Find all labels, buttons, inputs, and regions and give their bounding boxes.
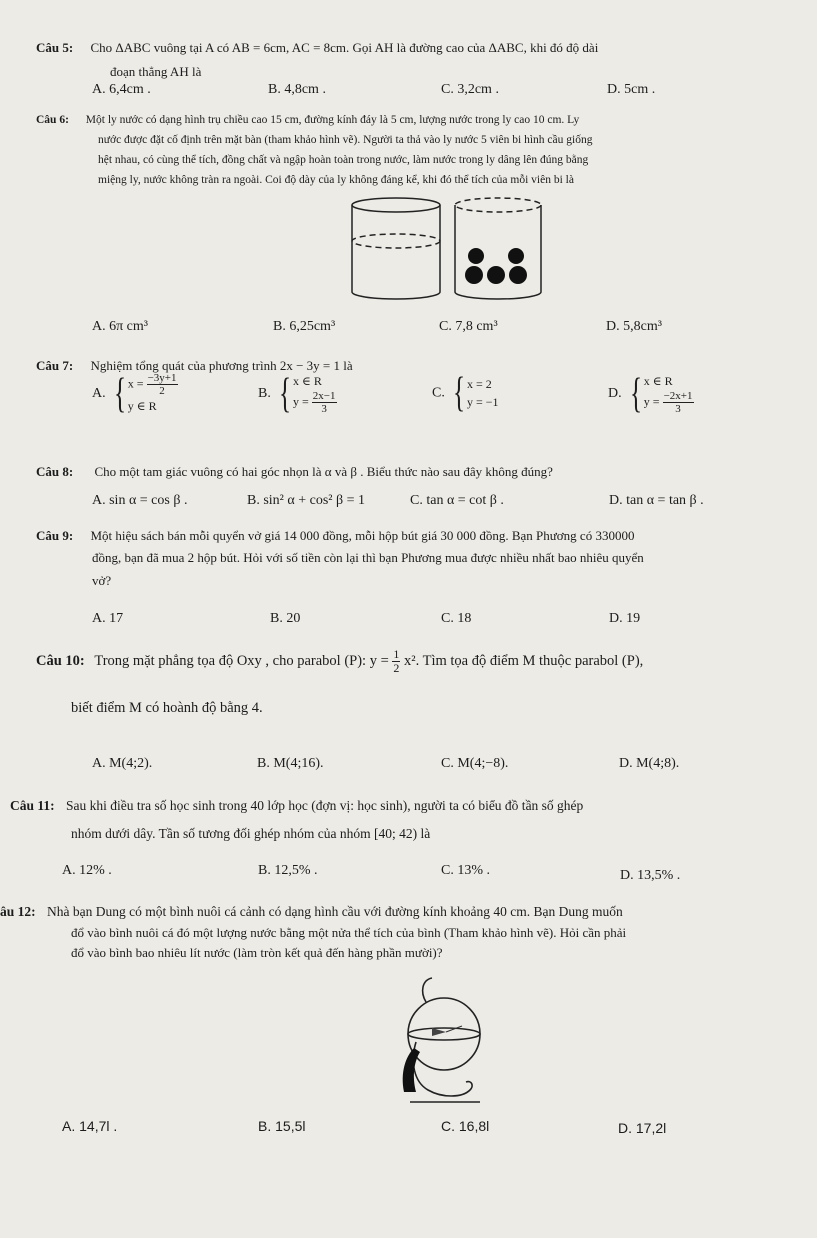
q8-option-b: B. sin² α + cos² β = 1 (247, 493, 365, 508)
q12-option-b: B. 15,5l (258, 1118, 306, 1134)
q9-text-line2: đồng, bạn đã mua 2 hộp bút. Hỏi với số tiền còn lại thì bạn Phương mua được nhiều nhất bao nhiêu quyển (92, 550, 644, 565)
q6-option-b: B. 6,25cm³ (273, 319, 336, 334)
q5-option-b: B. 4,8cm . (268, 82, 326, 97)
ball-1 (468, 248, 484, 264)
q10-line1 (36, 648, 643, 675)
q5-text: Cho ΔABC vuông tại A có AB = 6cm, AC = 8cm. Gọi AH là đường cao của ΔABC, khi đó độ dài (90, 40, 599, 55)
q8-text: Cho một tam giác vuông có hai góc nhọn là α và β . Biểu thức nào sau đây không đúng? (94, 464, 553, 479)
q5-text-line2: đoạn thẳng AH là (110, 64, 202, 79)
q11-text-line2: nhóm dưới dây. Tần số tương đối ghép nhóm của nhóm [40; 42) là (71, 826, 431, 841)
q11-text-line1: Sau khi điều tra số học sinh trong 40 lớp học (đợn vị: học sinh), người ta có biểu đồ tần số ghép (66, 798, 584, 813)
q12-text-line3: đổ vào bình bao nhiêu lít nước (làm tròn kết quả đến hàng phần mười)? (71, 945, 443, 960)
q9-text-line3: vở? (92, 573, 112, 588)
q7-option-c: C. { x = 2 y = −1 (432, 370, 499, 416)
cylinder-1-top (352, 198, 440, 212)
q11-line1 (10, 798, 583, 814)
q11-option-a: A. 12% . (62, 863, 112, 878)
q12-line1 (0, 904, 623, 920)
q11-option-c: C. 13% . (441, 863, 490, 878)
ball-4 (487, 266, 505, 284)
q12-text-line1: Nhà bạn Dung có một bình nuôi cá cảnh có dạng hình cầu với đường kính khoảng 40 cm. Bạn Dung muốn (47, 904, 623, 919)
fishbowl-sphere (408, 998, 480, 1070)
q12-option-a: A. 14,7l . (62, 1118, 118, 1134)
q10-text-a: Trong mặt phẳng tọa độ Oxy , cho parabol (P): y = (94, 652, 389, 669)
q6-label: Câu 6: (36, 114, 69, 126)
q8-option-c: C. tan α = cot β . (410, 493, 504, 508)
q7-label: Câu 7: (36, 358, 74, 373)
q10-label: Câu 10: (36, 652, 85, 669)
q9-option-d: D. 19 (609, 611, 641, 626)
ball-2 (508, 248, 524, 264)
q9-option-a: A. 17 (92, 611, 124, 626)
q5-option-d: D. 5cm . (607, 82, 656, 97)
q6-option-c: C. 7,8 cm³ (439, 319, 498, 334)
q10-option-c: C. M(4;−8). (441, 756, 509, 771)
q8-option-a: A. sin α = cos β . (92, 493, 188, 508)
ball-3 (465, 266, 483, 284)
q8 (36, 464, 553, 480)
q8-option-d: D. tan α = tan β . (609, 493, 704, 508)
cylinder-1-water-level (352, 234, 440, 248)
q12-text-line2: đổ vào bình nuôi cá đó một lượng nước bằng một nửa thể tích của bình (Tham khảo hình vẽ). Hỏi cần phải (71, 925, 627, 940)
q12-option-c: C. 16,8l (441, 1118, 490, 1134)
q9-text-line1: Một hiệu sách bán mỗi quyển vở giá 14 000 đồng, mỗi hộp bút giá 30 000 đồng. Bạn Phương có 330000 (90, 528, 635, 543)
q5-label: Câu 5: (36, 40, 74, 55)
q7-text: Nghiệm tổng quát của phương trình 2x − 3y = 1 là (90, 358, 353, 373)
cylinder-glass-figure (346, 196, 556, 308)
q6-text-line2: nước được đặt cố định trên mặt bàn (tham khảo hình vẽ). Người ta thả vào ly nước 5 viên bi hình cầu giống (98, 134, 593, 146)
q11-option-b: B. 12,5% . (258, 863, 318, 878)
q7-option-a: A. { x = $\frac{-3y+1}{2}$ y ∈ R (92, 370, 177, 417)
q5-option-a: A. 6,4cm . (92, 82, 151, 97)
q12-option-d: D. 17,2l (618, 1120, 667, 1136)
q7-option-b: B. { x ∈ R y = $\frac{2x-1}{3}$ (258, 370, 336, 417)
q6-option-d: D. 5,8cm³ (606, 319, 662, 334)
q9-option-b: B. 20 (270, 611, 301, 626)
q9-label: Câu 9: (36, 528, 74, 543)
fishbowl-figure (392, 972, 488, 1110)
q6-line1 (36, 114, 579, 126)
q10-text-b: x². Tìm tọa độ điểm M thuộc parabol (P), (404, 652, 644, 669)
q10-option-b: B. M(4;16). (257, 756, 324, 771)
q11-label: Câu 11: (10, 798, 55, 813)
q11-option-d: D. 13,5% . (620, 868, 681, 883)
q6-text-line3: hệt nhau, có cùng thể tích, đồng chất và ngập hoàn toàn trong nước, làm nước trong ly dâng lên đúng bằng (98, 154, 589, 166)
q10-option-a: A. M(4;2). (92, 756, 153, 771)
cylinder-2-top (455, 198, 541, 212)
fishbowl-water-level (408, 1028, 480, 1040)
q10-text-line2: biết điểm M có hoành độ bằng 4. (71, 700, 263, 716)
q6-option-a: A. 6π cm³ (92, 319, 148, 334)
q12-label: âu 12: (0, 904, 36, 919)
q8-label: Câu 8: (36, 464, 74, 479)
q5 (36, 40, 598, 56)
q7-option-d: D. { x ∈ R y = $\frac{-2x+1}{3}$ (608, 370, 693, 417)
fish (432, 1028, 446, 1036)
fishbowl-stand (403, 1048, 420, 1092)
ball-5 (509, 266, 527, 284)
q9-line1 (36, 528, 634, 544)
q9-option-c: C. 18 (441, 611, 472, 626)
q10-option-d: D. M(4;8). (619, 756, 680, 771)
q6-text-line4: miệng ly, nước không tràn ra ngoài. Coi độ dày của ly không đáng kể, khi đó thể tích của mỗi viên bi là (98, 174, 574, 186)
q10-fraction: $\frac{1}{2}$ (393, 647, 400, 675)
q6-text-line1: Một ly nước có dạng hình trụ chiều cao 15 cm, đường kính đáy là 5 cm, lượng nước trong ly cao 10 cm. Ly (85, 114, 580, 126)
q5-option-c: C. 3,2cm . (441, 82, 499, 97)
